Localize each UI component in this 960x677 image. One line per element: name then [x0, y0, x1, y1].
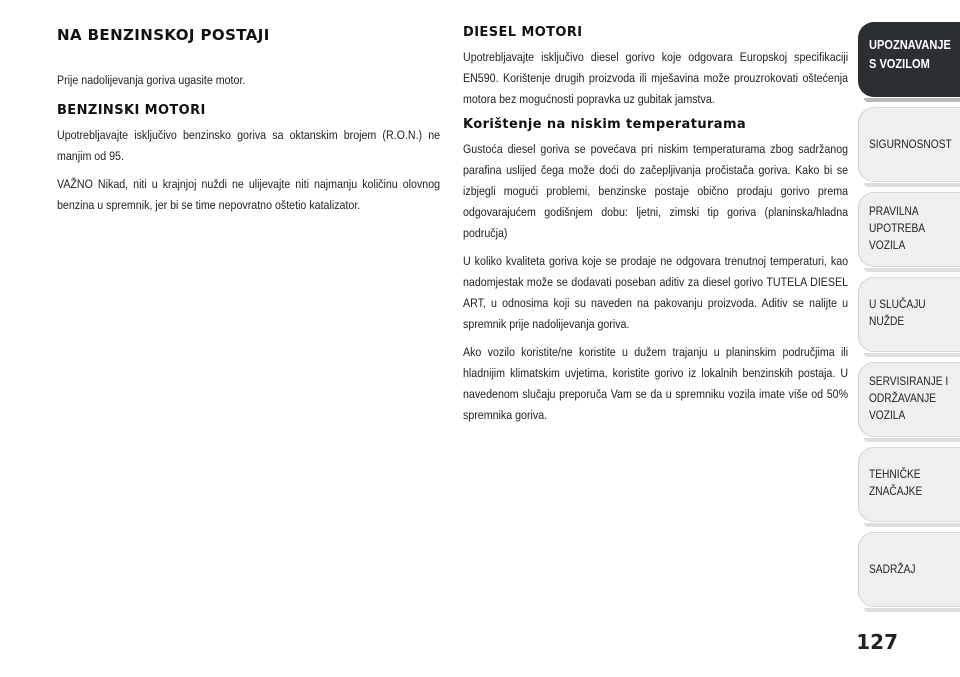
page-title: NA BENZINSKOJ POSTAJI — [57, 26, 270, 44]
tab-u-slucaju-nuzde[interactable] — [858, 277, 960, 352]
left-column — [57, 26, 441, 223]
tab-label: PRAVILNA UPOTREBA VOZILA — [869, 204, 926, 252]
paragraph: Upotrebljavajte isključivo benzinsko goriva sa oktanskim brojem (R.O.N.) ne manjim od 95. — [57, 128, 441, 163]
tab-label: UPOZNAVANJE S VOZILOM — [869, 37, 951, 71]
tab-label: SADRŽAJ — [869, 562, 916, 576]
tab-pravilna-upotreba[interactable] — [858, 192, 960, 267]
paragraph: VAŽNO Nikad, niti u krajnjoj nuždi ne ulijevajte niti najmanju količinu olovnog benzina u spremnik, jer bi se time nepovratno oštetio katalizator. — [57, 177, 441, 212]
tab-label: U SLUČAJU NUŽDE — [869, 297, 926, 328]
paragraph: U koliko kvaliteta goriva koje se prodaje ne odgovara trenutnoj temperaturi, kao nadomjestak može se dodavati poseban aditiv za diesel gorivo TUTELA DIESEL ART, u odnosima koji su naveden na pakovanju proizvoda. Aditiv se nalijte u spremnik prije nadolijevanja goriva. — [463, 254, 849, 331]
intro-paragraph: Prije nadolijevanja goriva ugasite motor. — [57, 73, 246, 87]
section-title-petrol: BENZINSKI MOTORI — [57, 103, 206, 118]
tab-label: SERVISIRANJE I ODRŽAVANJE VOZILA — [869, 374, 949, 422]
tab-label: TEHNIČKE ZNAČAJKE — [869, 467, 923, 498]
tab-sadrzaj[interactable] — [858, 532, 960, 607]
page-number: 127 — [856, 630, 898, 654]
paragraph: Gustoća diesel goriva se povećava pri niskim temperaturama zbog sadržanog parafina uslijed čega može doći do začepljivanja pročistača goriva. Kako bi se izbjegli mogući problemi, benzinske postaje obično prodaju gorivo prema odgovarajućem godišnjem dobu: ljetni, zimski tip goriva (planinska/hladna područja) — [463, 142, 849, 240]
section-title-low-temp: Korištenje na niskim temperaturama — [463, 117, 747, 132]
right-column — [463, 26, 848, 433]
tab-label: SIGURNOSNOST — [869, 137, 952, 151]
tab-sigurnosnost[interactable] — [858, 107, 960, 182]
paragraph: Upotrebljavajte isključivo diesel gorivo koje odgovara Europskoj specifikaciji EN590. Korištenje drugih proizvoda ili mješavina može prouzrokovati oštećenja motora bez mogućnosti popravka uz gubitak jamstva. — [463, 50, 849, 106]
section-title-diesel: DIESEL MOTORI — [463, 25, 583, 40]
paragraph: Ako vozilo koristite/ne koristite u dužem trajanju u planinskim područjima ili hladnijim klimatskim uvjetima, koristite gorivo iz lokalnih benzinskih postaja. U navedenom slučaju preporuča Vam se da u spremniku vozila imate više od 50% spremnika goriva. — [463, 345, 849, 422]
tab-servisiranje[interactable] — [858, 362, 960, 437]
chapter-sidebar — [858, 22, 960, 617]
tab-tehnicke-znacajke[interactable] — [858, 447, 960, 522]
tab-upoznavanje[interactable] — [858, 22, 960, 97]
